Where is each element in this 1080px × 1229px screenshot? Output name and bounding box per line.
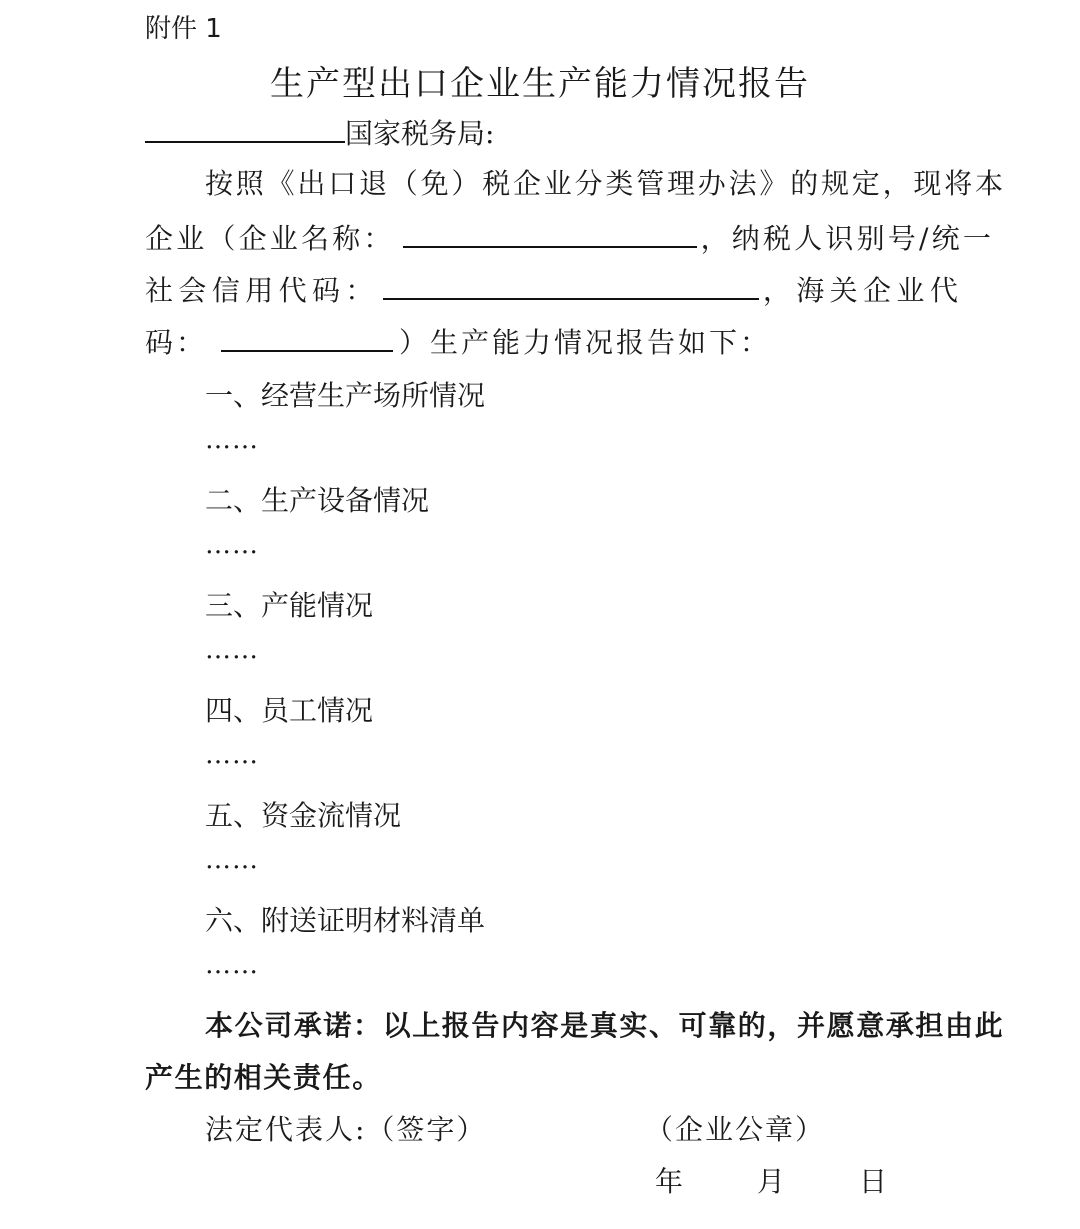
company-name-label: 企业（企业名称： xyxy=(145,222,395,255)
body-line-3 xyxy=(145,270,963,309)
section-heading-6: 六、附送证明材料清单 xyxy=(205,904,486,937)
section-heading-5: 五、资金流情况 xyxy=(205,799,402,832)
company-name-blank[interactable] xyxy=(403,218,697,248)
report-intro: ）生产能力情况报告如下： xyxy=(399,326,772,359)
section-content-2: …… xyxy=(205,530,259,560)
body-line-2 xyxy=(145,218,994,257)
recipient-suffix: 国家税务局: xyxy=(345,117,495,150)
body-line-4 xyxy=(145,322,771,361)
taxpayer-id-label: ，纳税人识别号/统一 xyxy=(700,222,995,255)
date-line: 年 月 日 xyxy=(655,1165,894,1198)
customs-code-label: ，海关企业代 xyxy=(762,274,964,307)
section-heading-3: 三、产能情况 xyxy=(205,589,374,622)
credit-code-label: 社会信用代码： xyxy=(145,274,379,307)
tax-bureau-blank[interactable] xyxy=(145,113,345,143)
body-line-1: 按照《出口退（免）税企业分类管理办法》的规定，现将本 xyxy=(205,167,1006,200)
page-title: 生产型出口企业生产能力情况报告 xyxy=(270,64,810,104)
section-heading-4: 四、员工情况 xyxy=(205,694,374,727)
attachment-label: 附件 1 xyxy=(145,14,222,44)
customs-code-blank[interactable] xyxy=(221,322,393,352)
company-seal: （企业公章） xyxy=(645,1113,826,1146)
recipient-line xyxy=(145,113,494,152)
section-content-1: …… xyxy=(205,425,259,455)
credit-code-blank[interactable] xyxy=(383,270,759,300)
commitment-line-1: 本公司承诺：以上报告内容是真实、可靠的，并愿意承担由此 xyxy=(205,1009,1005,1042)
commitment-line-2: 产生的相关责任。 xyxy=(145,1061,382,1094)
customs-code-label-end: 码： xyxy=(145,326,208,359)
section-content-4: …… xyxy=(205,740,259,770)
legal-representative-signature: 法定代表人:（签字） xyxy=(205,1113,487,1146)
section-content-5: …… xyxy=(205,845,259,875)
section-heading-2: 二、生产设备情况 xyxy=(205,484,430,517)
section-heading-1: 一、经营生产场所情况 xyxy=(205,379,486,412)
section-content-6: …… xyxy=(205,950,259,980)
section-content-3: …… xyxy=(205,635,259,665)
